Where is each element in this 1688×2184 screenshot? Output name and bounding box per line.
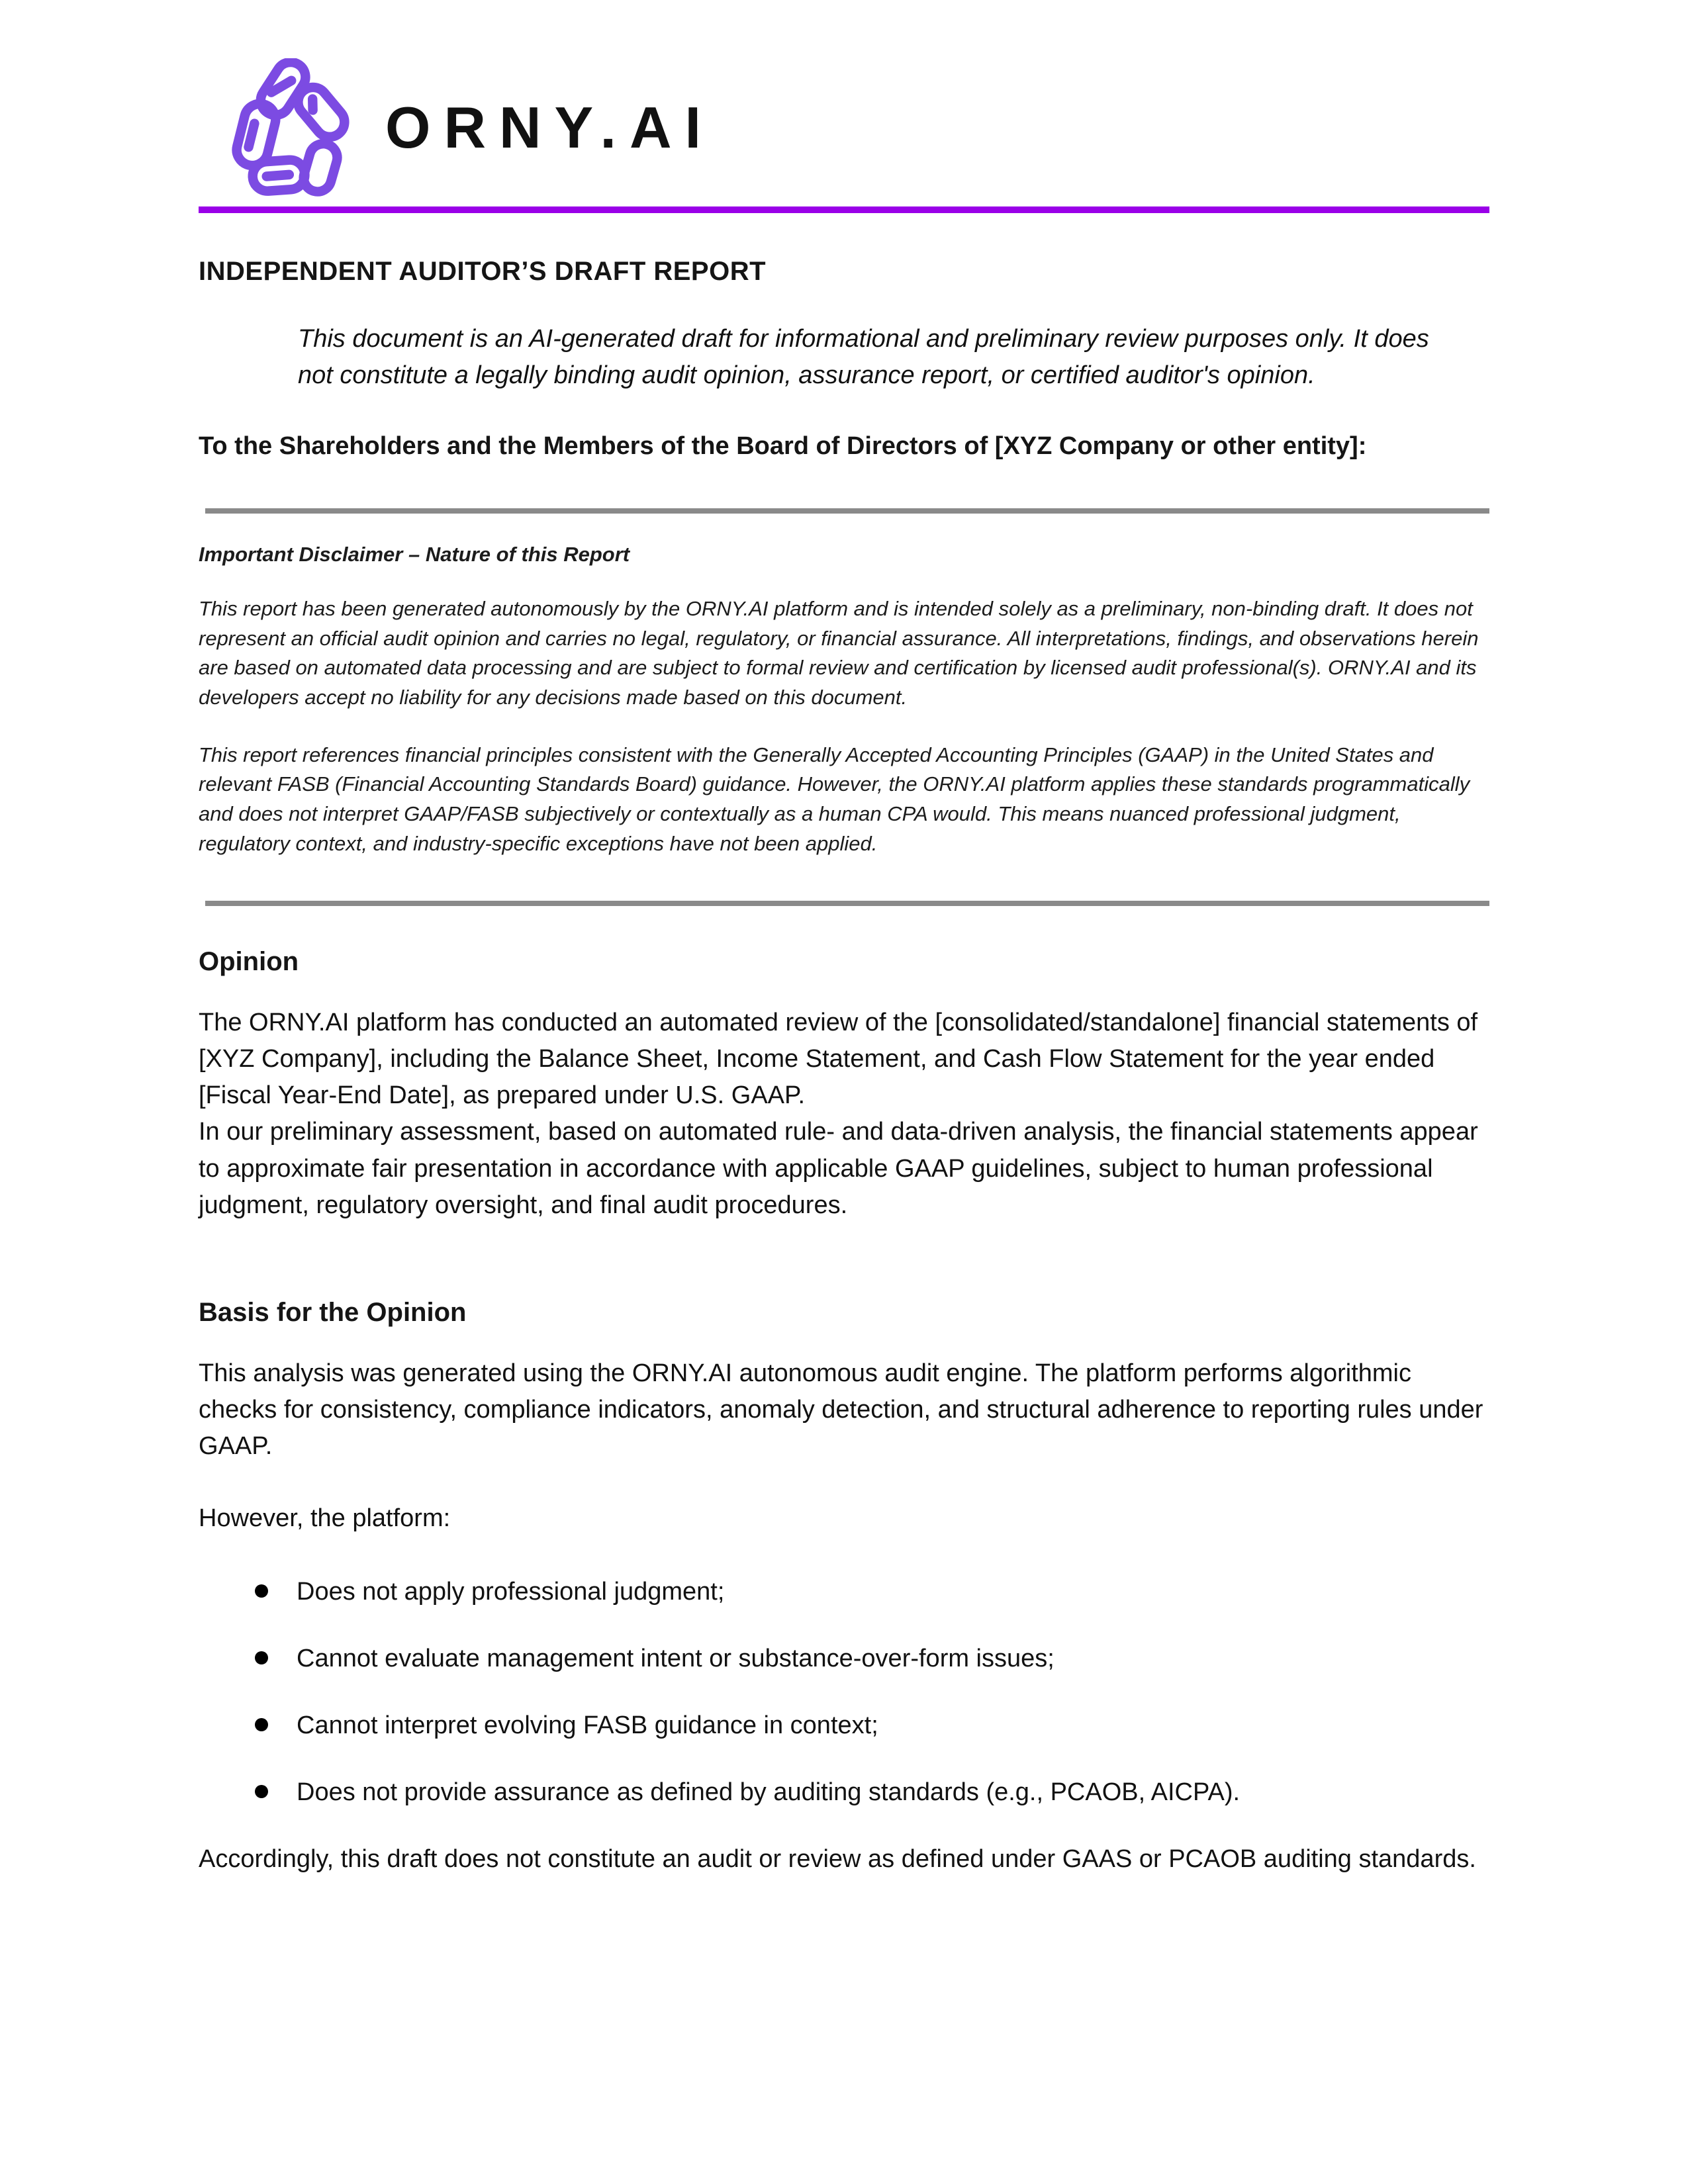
section-divider-top <box>205 508 1489 514</box>
report-title: INDEPENDENT AUDITOR’S DRAFT REPORT <box>199 257 767 286</box>
platform-limitations-list <box>199 1574 1489 1811</box>
important-disclaimer-paragraph-2: This report references financial principles consistent with the Generally Accepted Accounting Principles (GAAP) in the United States and relevant FASB (Financial Accounting Standards Board) guidance. However, the ORNY.AI platform applies these standards programmatically and does not interpret GAAP/FASB subjectively or contextually as a human CPA would. This means nuanced professional judgment, regulatory context, and industry-specific exceptions have not been applied. <box>199 743 1470 855</box>
important-disclaimer-heading: Important Disclaimer – Nature of this Report <box>199 543 630 567</box>
list-item-text: Cannot interpret evolving FASB guidance in context; <box>297 1711 878 1740</box>
list-item <box>199 1574 1489 1610</box>
however-intro: However, the platform: <box>199 1504 451 1533</box>
addressee-line: To the Shareholders and the Members of the Board of Directors of [XYZ Company or other entity]: <box>199 432 1367 461</box>
brand-name: ORNY.AI <box>385 94 714 160</box>
list-item-text: Does not provide assurance as defined by auditing standards (e.g., PCAOB, AICPA). <box>297 1778 1241 1807</box>
basis-heading: Basis for the Opinion <box>199 1297 467 1327</box>
section-divider-bottom <box>205 901 1489 906</box>
brand-header <box>225 56 1489 199</box>
list-item <box>199 1774 1489 1811</box>
opinion-paragraph-part-2: In our preliminary assessment, based on automated rule- and data-driven analysis, the financial statements appear to approximate fair presentation in accordance with applicable GAAP guidelines, subject to human professional judgment, regulatory oversight, and final audit procedures. <box>199 1118 1478 1219</box>
opinion-paragraph-part-1: The ORNY.AI platform has conducted an automated review of the [consolidated/standalone] financial statements of [XYZ Company], including the Balance Sheet, Income Statement, and Cash Flow Statement for the year ended [Fiscal Year-End Date], as prepared under U.S. GAAP. <box>199 1009 1478 1110</box>
bullet-dot-icon <box>255 1584 268 1598</box>
bullet-dot-icon <box>255 1785 268 1798</box>
important-disclaimer-paragraph-1: This report has been generated autonomously by the ORNY.AI platform and is intended solely as a preliminary, non-binding draft. It does not represent an official audit opinion and carries no legal, regulatory, or financial assurance. All interpretations, findings, and observations herein are based on automated data processing and are subject to formal review and certification by licensed audit professional(s). ORNY.AI and its developers accept no liability for any decisions made based on this document. <box>199 597 1479 709</box>
opinion-heading: Opinion <box>199 947 299 977</box>
chain-links-logo-icon <box>225 58 365 197</box>
list-item <box>199 1707 1489 1744</box>
basis-paragraph: This analysis was generated using the ORNY.AI autonomous audit engine. The platform performs algorithmic checks for consistency, compliance indicators, anomaly detection, and structural adherence to reporting rules under GAAP. <box>199 1359 1483 1460</box>
ai-generated-disclaimer: This document is an AI-generated draft for informational and preliminary review purposes only. It does not constitute a legally binding audit opinion, assurance report, or certified auditor's opinion. <box>298 325 1429 390</box>
bullet-dot-icon <box>255 1718 268 1731</box>
closing-paragraph: Accordingly, this draft does not constitute an audit or review as defined under GAAS or PCAOB auditing standards. <box>199 1845 1476 1874</box>
list-item-text: Does not apply professional judgment; <box>297 1578 725 1606</box>
bullet-dot-icon <box>255 1651 268 1664</box>
list-item-text: Cannot evaluate management intent or substance-over-form issues; <box>297 1645 1055 1673</box>
list-item <box>199 1641 1489 1677</box>
opinion-paragraph <box>199 1005 1489 1224</box>
accent-divider <box>199 206 1489 213</box>
